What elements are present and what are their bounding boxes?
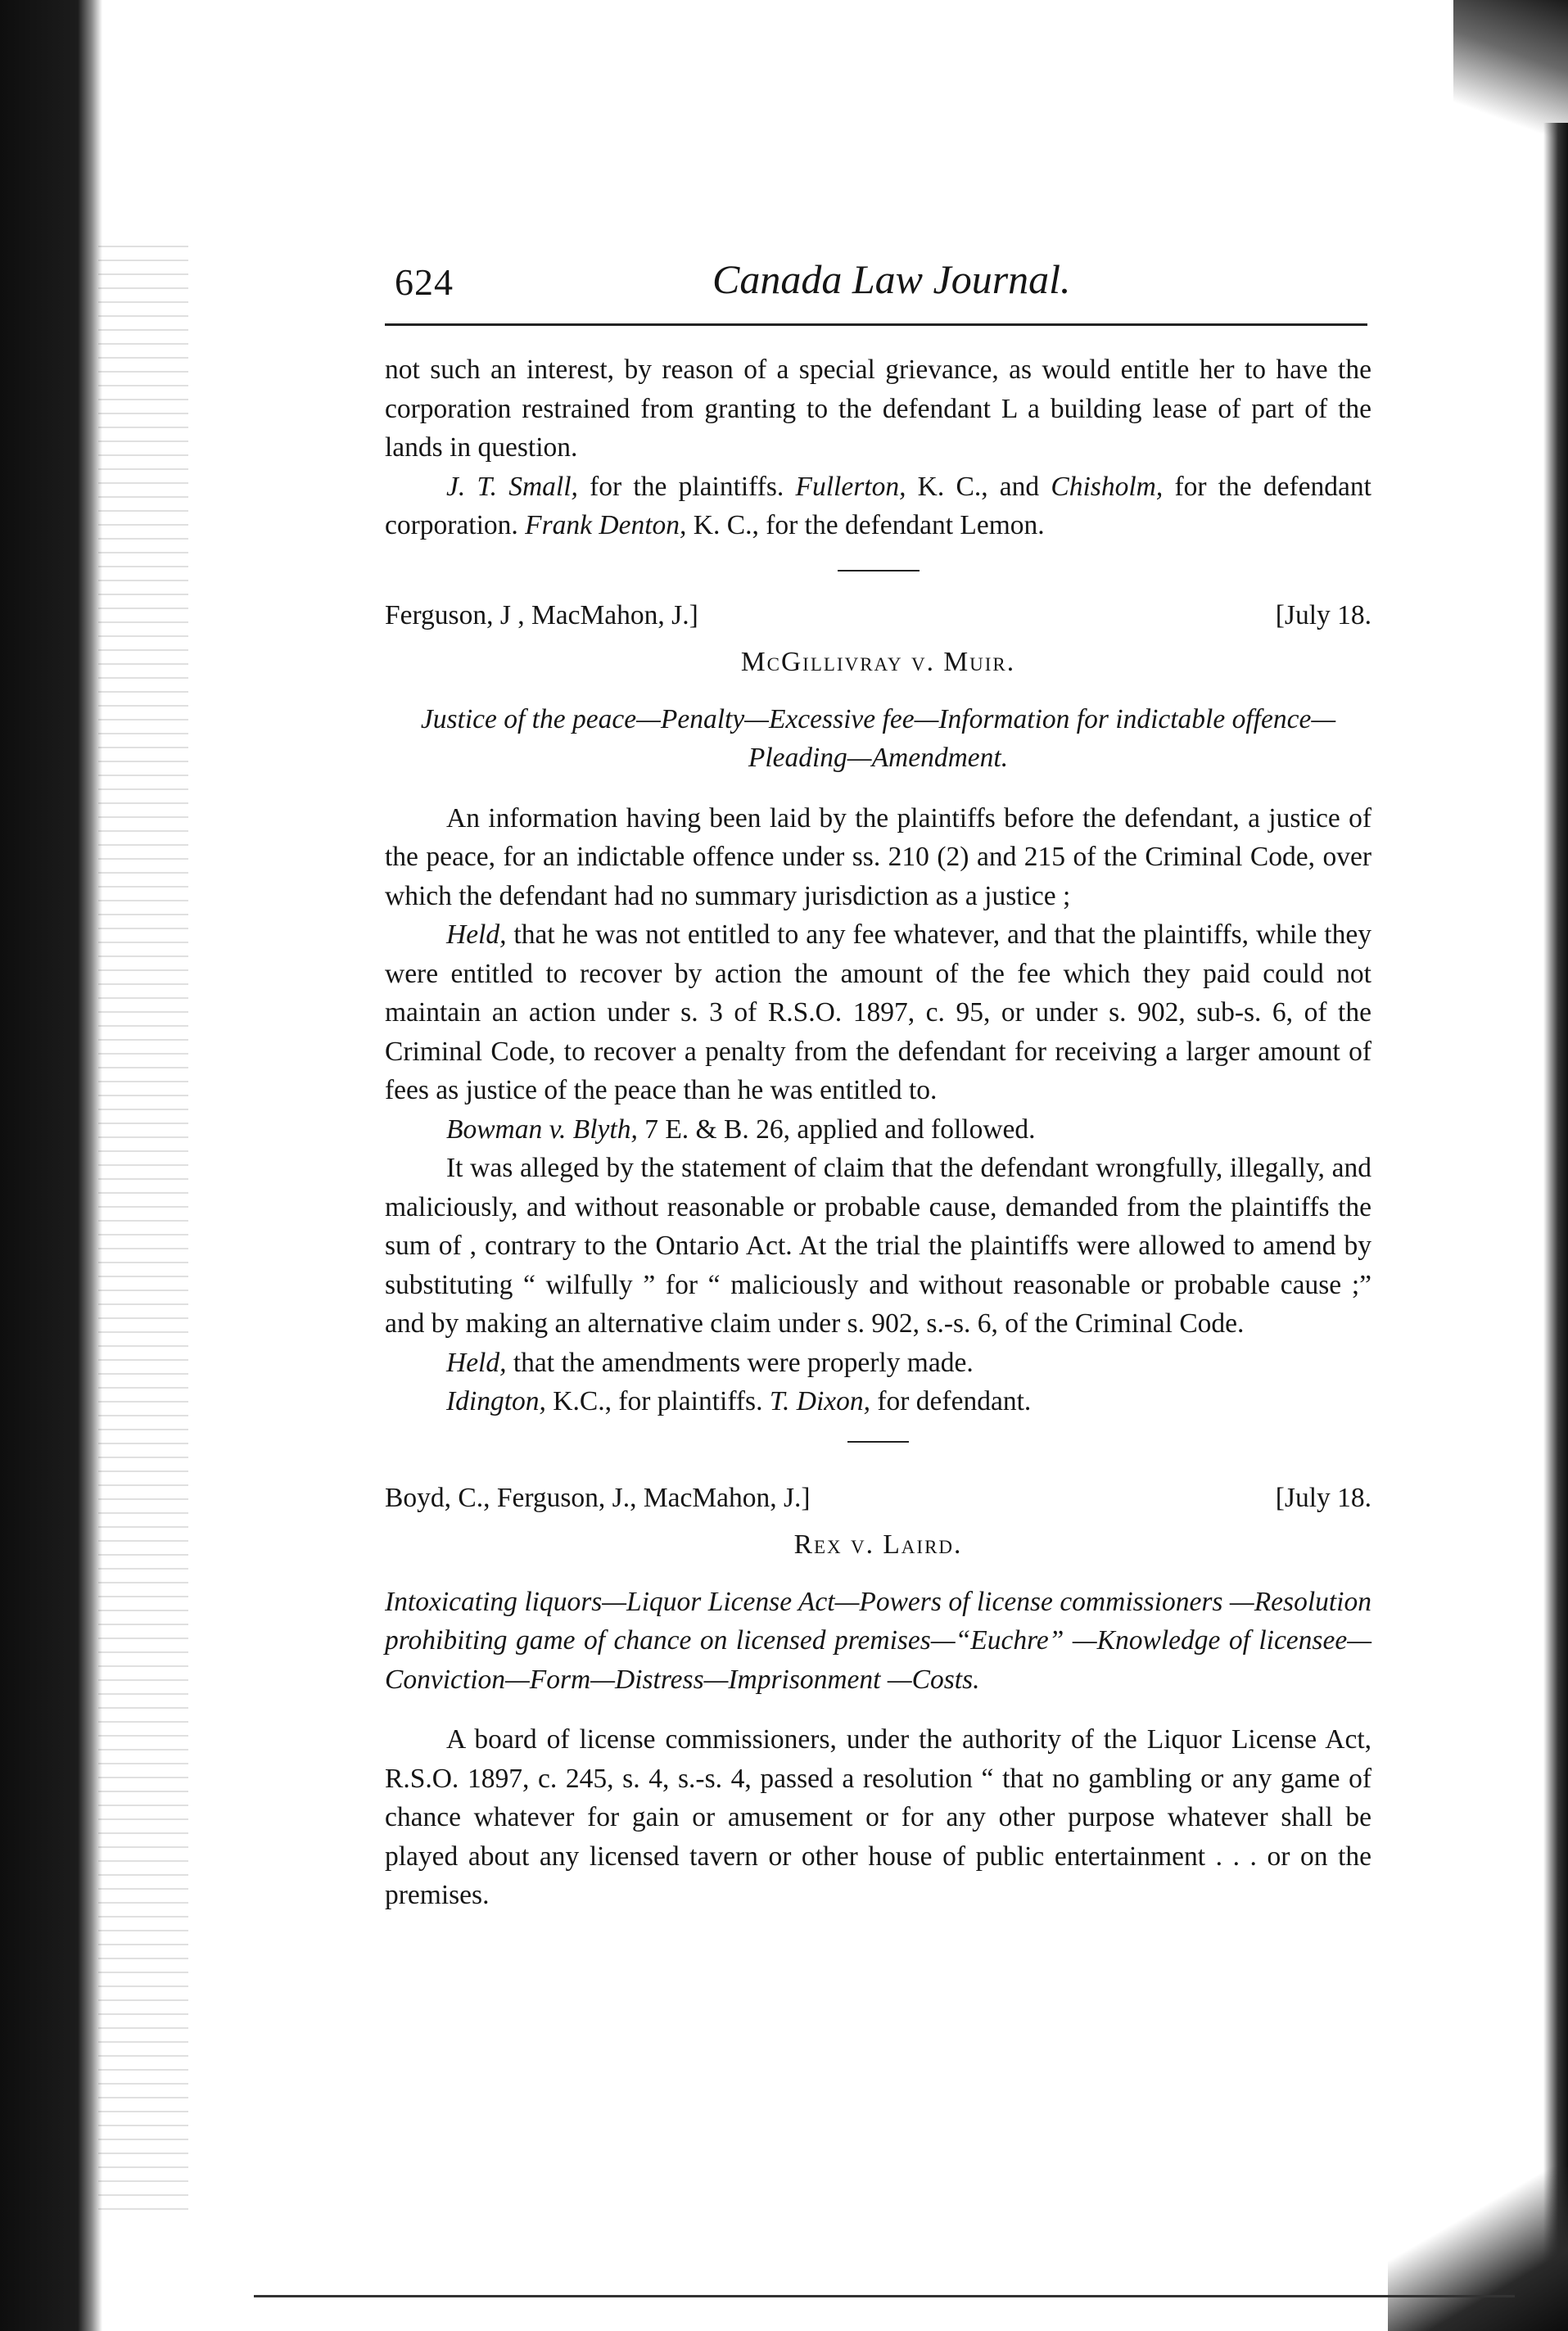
counsel-text: K. C., and — [906, 471, 1051, 502]
held-text: that the amendments were properly made. — [506, 1347, 974, 1378]
counsel-text: for the plaintiffs. — [577, 471, 796, 502]
case-paragraph: A board of license commissioners, under the authority of the Liquor License Act, R.S.O. 1897, c. 245, s. 4, s.-s. 4, passed a resolution “ that no gambling or any game of chance whatever for gain or amusement or for any other purpose whatever shall be played about any licensed tavern or other house of public entertainment . . . or on the premises. — [385, 1724, 1371, 1910]
bench-judges: Ferguson, J , MacMahon, J.] — [385, 599, 698, 630]
case-paragraph: An information having been laid by the plaintiffs before the defendant, a justice of the peace, for an indictable offence under ss. 210 (2) and 215 of the Criminal Code, over which the defendant had no summary jurisdiction as a justice ; — [385, 802, 1371, 911]
continued-paragraph: not such an interest, by reason of a special grievance, as would entitle her to have the corporation restrained from granting to the defendant L a building lease of part of the lands in question. — [385, 355, 1371, 463]
counsel-name: Fullerton, — [795, 471, 906, 502]
counsel-text: K.C., for plaintiffs. — [545, 1386, 770, 1416]
held-text: that he was not entitled to any fee whatever, and that the plaintiffs, while they were entitled to recover by action the amount of the fee which they paid could not maintain an action under s. 3 of R.S.O. 1897, c. 95, or under s. 902, sub-s. 6, of the Criminal Code, to recover a penalty from the defendant for receiving a larger amount of fees as justice of the peace than he was entitled to. — [385, 919, 1371, 1105]
case-headnote: Justice of the peace—Penalty—Excessive fee—Information for indictable offence—Pleading—Amendment. — [420, 703, 1336, 773]
case-title: McGillivray v. Muir. — [740, 647, 1016, 677]
counsel-name: Chisholm, — [1051, 471, 1164, 502]
scan-streaks-left — [98, 246, 188, 2211]
section-divider — [847, 1441, 909, 1443]
counsel-name: Idington, — [446, 1386, 546, 1416]
held-paragraph — [385, 1344, 1371, 1383]
decision-date: [July 18. — [1275, 1482, 1371, 1513]
decision-date: [July 18. — [1275, 599, 1371, 630]
citation-paragraph — [385, 1110, 1371, 1150]
counsel-line — [385, 468, 1371, 545]
scan-shadow-bottom-right — [1388, 2167, 1568, 2331]
citation-text: 7 E. & B. 26, applied and followed. — [637, 1114, 1036, 1145]
case-headnote: Intoxicating liquors—Liquor License Act—Powers of license commissioners —Resolution prohibiting game of chance on licensed premises—“Euchre” —Knowledge of licensee—Conviction—Form—Distress—Imprisonment —Costs. — [385, 1586, 1371, 1695]
citation-case: Bowman v. Blyth, — [446, 1114, 638, 1145]
counsel-name: J. T. Small, — [446, 471, 578, 502]
counsel-name: Frank Denton, — [525, 510, 687, 540]
counsel-line — [385, 1382, 1371, 1421]
held-label: Held, — [446, 919, 507, 950]
held-label: Held, — [446, 1347, 507, 1378]
case-paragraph: It was alleged by the statement of claim that the defendant wrongfully, illegally, and maliciously, and without reasonable or probable cause, demanded from the plaintiffs the sum of , contrary to the Ontario Act. At the trial the plaintiffs were allowed to amend by substituting “ wilfully ” for “ maliciously and without reasonable or probable cause ;” and by making an alternative claim under s. 902, s.-s. 6, of the Criminal Code. — [385, 1153, 1371, 1339]
section-divider — [838, 570, 920, 571]
page-body — [385, 350, 1371, 1915]
page-number: 624 — [395, 261, 454, 303]
held-paragraph — [385, 915, 1371, 1110]
scan-shadow-left — [0, 0, 102, 2331]
counsel-text: for the defendant corporation. — [385, 471, 1371, 540]
header-rule — [385, 323, 1367, 326]
counsel-name: T. Dixon, — [769, 1386, 870, 1416]
page-bottom-edge — [254, 2295, 1515, 2297]
bench-judges: Boyd, C., Ferguson, J., MacMahon, J.] — [385, 1482, 811, 1513]
counsel-text: for defendant. — [870, 1386, 1032, 1416]
case-header-row — [385, 1479, 1371, 1518]
case-title: Rex v. Laird. — [793, 1529, 963, 1560]
case-header-row — [385, 596, 1371, 635]
scan-shadow-right — [1543, 123, 1568, 2331]
journal-title: Canada Law Journal. — [712, 256, 1071, 302]
counsel-text: K. C., for the defendant Lemon. — [686, 510, 1045, 540]
